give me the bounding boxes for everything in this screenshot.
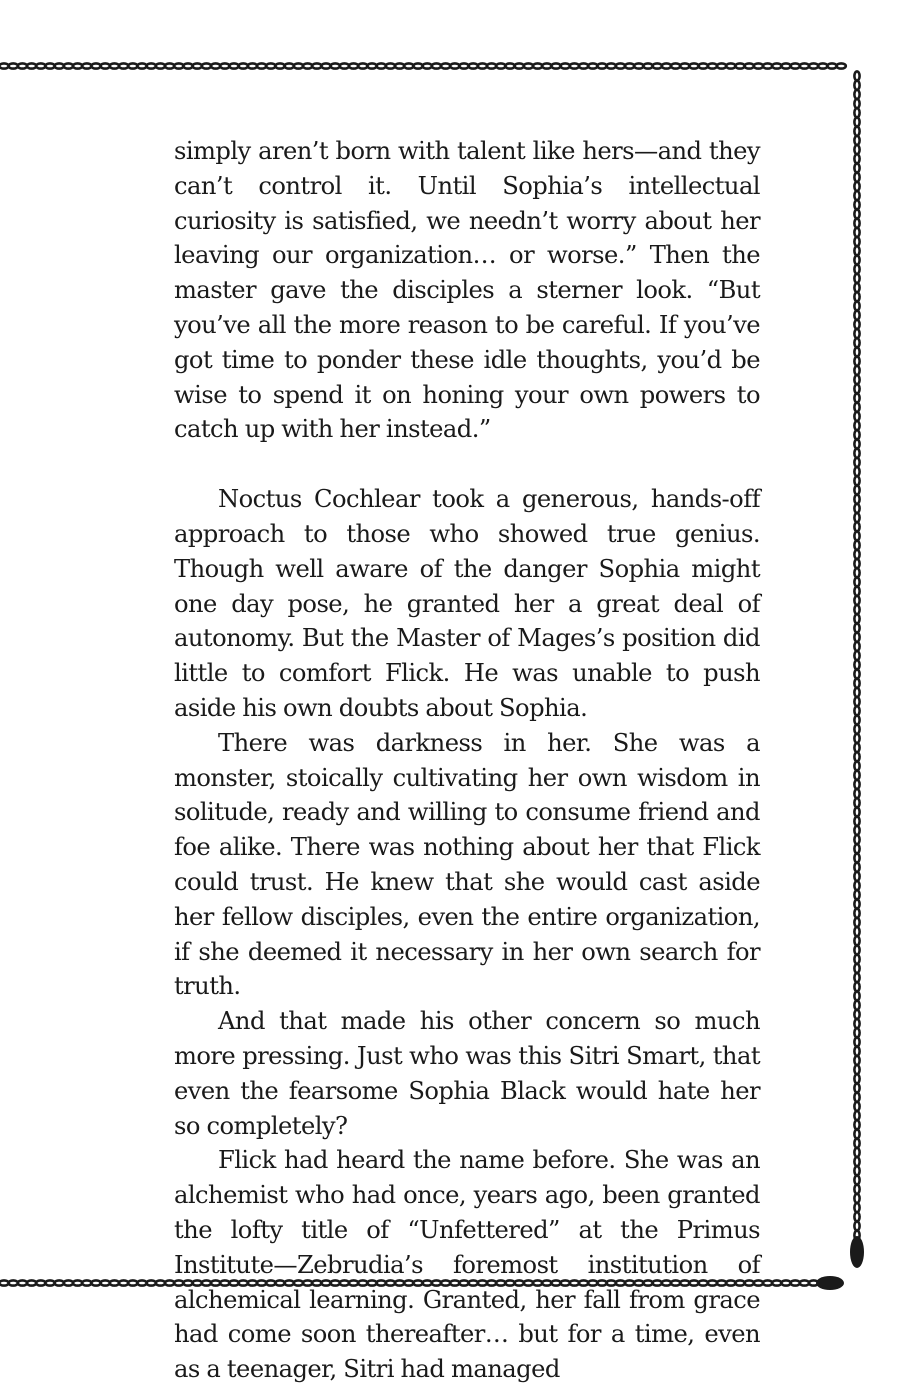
chain-link <box>854 789 859 798</box>
chain-link <box>854 743 859 752</box>
chain-link <box>220 63 229 68</box>
chain-link <box>119 63 128 68</box>
chain-link <box>763 63 772 68</box>
chain-link <box>854 973 859 982</box>
chain-link <box>386 63 395 68</box>
chain-link <box>854 1028 859 1037</box>
chain-link <box>36 1280 45 1285</box>
chain-link <box>854 292 859 301</box>
chain-link <box>128 1280 137 1285</box>
chain-link <box>854 761 859 770</box>
chain-link <box>27 63 36 68</box>
chain-link <box>854 430 859 439</box>
chain-link <box>854 439 859 448</box>
paragraph-5: Flick had heard the name before. She was an alchemist who had once, years ago, been granted the lofty title of “Unfettered” at the Primus Institute—Zebrudia’s foremost institution of alchemical learning. Granted, her fall from grace had come soon thereafter… but for a time, even as a teenager, Sitri had managed <box>174 1146 760 1384</box>
chain-link <box>854 476 859 485</box>
paragraph-3: There was darkness in her. She was a monster, stoically cultivating her own wisdom in solitude, ready and willing to consume friend and foe alike. There was nothing about her that Flick could trust. He knew that she would cast aside her fellow disciples, even the entire organization, if she deemed it necessary in her own search for truth. <box>174 728 760 1001</box>
chain-link <box>854 136 859 145</box>
chain-link <box>837 63 846 68</box>
chain-link <box>505 63 514 68</box>
chain-link <box>854 577 859 586</box>
chain-link <box>854 1065 859 1074</box>
chain-link <box>625 63 634 68</box>
chain-link <box>367 63 376 68</box>
chain-link <box>524 63 533 68</box>
chain-link <box>763 1280 772 1285</box>
chain-link <box>854 81 859 90</box>
chain-link <box>854 734 859 743</box>
chain-link <box>257 63 266 68</box>
chain-link <box>854 964 859 973</box>
chain-link <box>809 63 818 68</box>
chain-link <box>377 63 386 68</box>
chain-link <box>854 614 859 623</box>
chain-link <box>854 752 859 761</box>
chain-link <box>854 1129 859 1138</box>
chain-link <box>735 63 744 68</box>
chain-link <box>653 63 662 68</box>
chain-link <box>854 163 859 172</box>
chain-link <box>854 200 859 209</box>
chain-link <box>854 587 859 596</box>
chain-link <box>800 63 809 68</box>
chain-link <box>854 347 859 356</box>
chain-link <box>854 329 859 338</box>
chain-link <box>854 421 859 430</box>
chain-link <box>854 771 859 780</box>
chain-link <box>202 63 211 68</box>
chain-link <box>174 63 183 68</box>
chain-link <box>294 63 303 68</box>
chain-link <box>854 826 859 835</box>
chain-link <box>854 1194 859 1203</box>
chain-link <box>781 1280 790 1285</box>
chain-link <box>137 1280 146 1285</box>
chain-link <box>18 1280 27 1285</box>
chain-link <box>854 890 859 899</box>
chain-link <box>854 127 859 136</box>
chain-link <box>854 366 859 375</box>
chain-link <box>854 1212 859 1221</box>
chain-link <box>156 1280 165 1285</box>
chain-link <box>854 375 859 384</box>
chain-link <box>827 63 836 68</box>
chain-link <box>854 863 859 872</box>
chain-link <box>854 173 859 182</box>
chain-link <box>671 63 680 68</box>
chain-link <box>854 458 859 467</box>
chain-link <box>533 63 542 68</box>
chain-link <box>854 669 859 678</box>
paragraph-1: simply aren’t born with talent like hers—and they can’t control it. Until Sophia’s intellectual curiosity is satisfied, we needn’t worry about her leaving our organization… or worse.” Then the master gave the disciples a sterner look. “But you’ve all the more reason to be careful. If you’ve got time to ponder these idle thoughts, you’d be wise to spend it on honing your own powers to catch up with her instead.” <box>174 137 760 444</box>
chain-link <box>754 63 763 68</box>
chain-link <box>73 63 82 68</box>
chain-link <box>64 1280 73 1285</box>
chain-link <box>854 467 859 476</box>
chain-link <box>854 237 859 246</box>
chain-link <box>119 1280 128 1285</box>
chain-link <box>156 63 165 68</box>
chain-link <box>597 63 606 68</box>
chain-link <box>854 688 859 697</box>
chain-link <box>542 63 551 68</box>
chain-link <box>18 63 27 68</box>
chain-link <box>854 817 859 826</box>
chain-link <box>423 63 432 68</box>
chain-link <box>854 531 859 540</box>
chain-link <box>818 63 827 68</box>
chain-link <box>854 1047 859 1056</box>
chain-link <box>854 642 859 651</box>
chain-link <box>854 1120 859 1129</box>
chain-link <box>515 63 524 68</box>
chain-link <box>854 541 859 550</box>
chain-link <box>854 255 859 264</box>
chain-link <box>854 504 859 513</box>
chain-link <box>9 1280 18 1285</box>
chain-link <box>854 651 859 660</box>
chain-link <box>579 63 588 68</box>
chain-link <box>229 63 238 68</box>
chain-link <box>266 63 275 68</box>
chain-link <box>854 982 859 991</box>
chain-link <box>680 63 689 68</box>
chain-link <box>165 63 174 68</box>
chain-link <box>101 1280 110 1285</box>
chain-link <box>854 495 859 504</box>
chain-link <box>413 63 422 68</box>
chain-link <box>634 63 643 68</box>
chain-link <box>854 90 859 99</box>
chain-link <box>854 835 859 844</box>
chain-link <box>781 63 790 68</box>
chain-link <box>854 1166 859 1175</box>
chain-link <box>91 1280 100 1285</box>
chain-link <box>726 63 735 68</box>
chain-link <box>432 63 441 68</box>
chain-link <box>854 780 859 789</box>
chain-link <box>854 596 859 605</box>
chain-link <box>854 550 859 559</box>
chain-link <box>854 1185 859 1194</box>
chain-link <box>854 991 859 1000</box>
chain-link <box>854 228 859 237</box>
chain-link <box>854 1083 859 1092</box>
chain-link <box>55 1280 64 1285</box>
chain-link <box>147 63 156 68</box>
chain-link <box>854 1203 859 1212</box>
chain-link <box>854 955 859 964</box>
chain-link <box>854 301 859 310</box>
chain-link <box>854 1139 859 1148</box>
chain-link <box>321 63 330 68</box>
chain-link <box>854 1010 859 1019</box>
chain-link <box>854 807 859 816</box>
chain-link <box>854 219 859 228</box>
chain-link <box>395 63 404 68</box>
chain-link <box>854 1157 859 1166</box>
chain-link <box>82 1280 91 1285</box>
chain-link <box>854 945 859 954</box>
chain-link <box>854 108 859 117</box>
chain-link <box>854 1019 859 1028</box>
chain-link <box>854 274 859 283</box>
chain-link <box>854 449 859 458</box>
chain-link <box>699 63 708 68</box>
chain-link <box>27 1280 36 1285</box>
chain-link <box>588 63 597 68</box>
chain-link <box>854 1148 859 1157</box>
chain-link <box>165 1280 174 1285</box>
chain-link <box>854 844 859 853</box>
chain-link <box>854 384 859 393</box>
chain-link <box>496 63 505 68</box>
chain-link <box>854 182 859 191</box>
chain-link <box>340 63 349 68</box>
chain-link <box>358 63 367 68</box>
chain-link <box>239 63 248 68</box>
chain-link <box>110 1280 119 1285</box>
chain-link <box>854 71 859 80</box>
chain-link <box>183 63 192 68</box>
chain-link <box>64 63 73 68</box>
chain-link <box>854 853 859 862</box>
chain-link <box>450 63 459 68</box>
chain-link <box>854 798 859 807</box>
chain-link <box>854 725 859 734</box>
chain-link <box>643 63 652 68</box>
chain-link <box>854 559 859 568</box>
chain-link <box>211 63 220 68</box>
chain-link <box>478 63 487 68</box>
chain-link <box>854 145 859 154</box>
chain-link <box>854 311 859 320</box>
chain-link <box>459 63 468 68</box>
chain-link <box>800 1280 809 1285</box>
chain-link <box>854 485 859 494</box>
chain-link <box>854 412 859 421</box>
body-text <box>174 134 760 1387</box>
chain-link <box>45 1280 54 1285</box>
chain-link <box>854 265 859 274</box>
chain-link <box>193 63 202 68</box>
chain-link <box>854 338 859 347</box>
chain-link <box>137 63 146 68</box>
chain-link <box>854 1001 859 1010</box>
chain-link <box>854 881 859 890</box>
chain-link <box>854 283 859 292</box>
chain-link <box>708 63 717 68</box>
chain-link <box>303 63 312 68</box>
chain-link <box>331 63 340 68</box>
chain-link <box>561 63 570 68</box>
chain-link <box>854 357 859 366</box>
chain-link <box>854 403 859 412</box>
chain-link <box>854 568 859 577</box>
chain-end-icon <box>816 1276 844 1290</box>
chain-link <box>854 679 859 688</box>
chain-link <box>854 1074 859 1083</box>
chain-link <box>91 63 100 68</box>
chain-link <box>101 63 110 68</box>
chain-link <box>110 63 119 68</box>
chain-link <box>854 209 859 218</box>
chain-link <box>854 936 859 945</box>
chain-link <box>73 1280 82 1285</box>
chain-link <box>128 63 137 68</box>
chain-link <box>616 63 625 68</box>
chain-link <box>854 660 859 669</box>
chain-link <box>854 927 859 936</box>
chain-link <box>854 191 859 200</box>
chain-link <box>551 63 560 68</box>
chain-link <box>854 909 859 918</box>
chain-link <box>854 117 859 126</box>
chain-link <box>607 63 616 68</box>
chain-link <box>854 623 859 632</box>
chain-link <box>285 63 294 68</box>
chain-link <box>854 918 859 927</box>
chain-link <box>854 1037 859 1046</box>
paragraph-2: Noctus Cochlear took a generous, hands-off approach to those who showed true genius. Though well aware of the danger Sophia might one day pose, he granted her a great deal of autonomy. But the Master of Mages’s position did little to comfort Flick. He was unable to push aside his own doubts about Sophia. <box>174 485 760 722</box>
chain-link <box>45 63 54 68</box>
chain-link <box>854 99 859 108</box>
chain-link <box>275 63 284 68</box>
chain-link <box>854 246 859 255</box>
chain-link <box>791 1280 800 1285</box>
chain-link <box>469 63 478 68</box>
chain-link <box>854 633 859 642</box>
chain-link <box>717 63 726 68</box>
paragraph-4: And that made his other concern so much more pressing. Just who was this Sitri Smart, that even the fearsome Sophia Black would hate her so completely? <box>174 1007 760 1140</box>
chain-link <box>791 63 800 68</box>
chain-link <box>147 1280 156 1285</box>
chain-link <box>854 706 859 715</box>
chain-link <box>854 899 859 908</box>
chain-link <box>745 63 754 68</box>
chain-link <box>441 63 450 68</box>
chain-link <box>404 63 413 68</box>
chain-link <box>689 63 698 68</box>
chain-link <box>854 522 859 531</box>
chain-link <box>312 63 321 68</box>
chain-link <box>854 1093 859 1102</box>
chain-link <box>9 63 18 68</box>
chain-link <box>82 63 91 68</box>
chain-link <box>854 605 859 614</box>
chain-link <box>854 1111 859 1120</box>
chain-pendant-icon <box>850 1236 864 1268</box>
chain-link <box>772 63 781 68</box>
chain-link <box>854 1175 859 1184</box>
chain-link <box>854 1221 859 1230</box>
chain-link <box>854 1102 859 1111</box>
chain-link <box>854 697 859 706</box>
chain-link <box>349 63 358 68</box>
chain-link <box>570 63 579 68</box>
chain-link <box>248 63 257 68</box>
chain-link <box>36 63 45 68</box>
chain-link <box>772 1280 781 1285</box>
chain-link <box>854 872 859 881</box>
chain-link <box>55 63 64 68</box>
chain-link <box>854 320 859 329</box>
chain-link <box>854 715 859 724</box>
chain-link <box>662 63 671 68</box>
chain-link <box>487 63 496 68</box>
chain-link <box>854 154 859 163</box>
chain-link <box>854 1056 859 1065</box>
chain-link <box>854 513 859 522</box>
chain-link <box>854 393 859 402</box>
